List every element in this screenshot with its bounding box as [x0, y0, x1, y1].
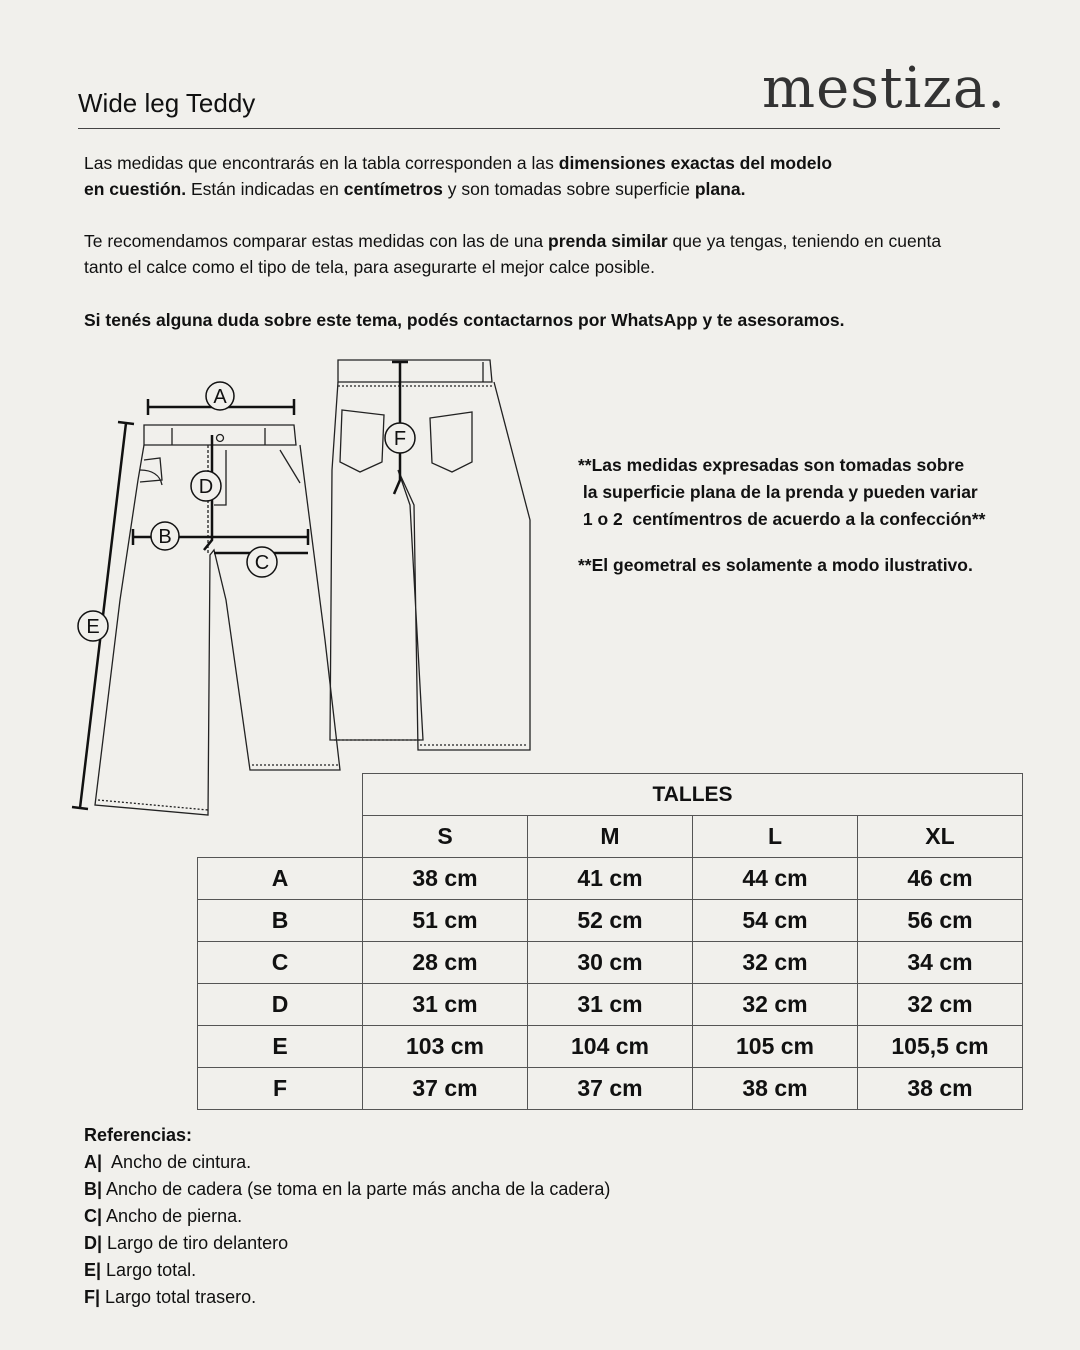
- row-label: F: [198, 1068, 363, 1110]
- reference-key: F|: [84, 1287, 101, 1307]
- measurement-cell: 31 cm: [528, 984, 693, 1026]
- measurement-cell: 28 cm: [363, 942, 528, 984]
- intro-paragraph-1: [84, 150, 1044, 202]
- label-D-marker: [191, 471, 221, 501]
- reference-text: Largo de tiro delantero: [102, 1233, 289, 1253]
- measurement-cell: 38 cm: [363, 858, 528, 900]
- intro-text-run: en cuestión.: [84, 179, 187, 199]
- measurement-cell: 103 cm: [363, 1026, 528, 1068]
- measurement-cell: 52 cm: [528, 900, 693, 942]
- intro-text-run: Las medidas que encontrarás en la tabla corresponden a las: [84, 153, 559, 173]
- intro-text-run: tanto el calce como el tipo de tela, para asegurarte el mejor calce posible.: [84, 257, 656, 277]
- reference-text: Largo total trasero.: [100, 1287, 257, 1307]
- reference-key: C|: [84, 1206, 103, 1226]
- row-label: B: [198, 900, 363, 942]
- measurement-cell: 105,5 cm: [858, 1026, 1023, 1068]
- note-line: la superficie plana de la prenda y pueden variar: [578, 482, 978, 502]
- note-illustrative: **El geometral es solamente a modo ilustrativo.: [578, 555, 973, 575]
- label-C: C: [254, 552, 270, 574]
- reference-item: [84, 1203, 610, 1230]
- size-header: M: [528, 816, 693, 858]
- measurement-cell: 32 cm: [693, 984, 858, 1026]
- back-view-drawing: [330, 360, 530, 750]
- row-label: E: [198, 1026, 363, 1068]
- reference-item: [84, 1176, 610, 1203]
- note-line: **Las medidas expresadas son tomadas sobre: [578, 455, 965, 475]
- measurement-cell: 104 cm: [528, 1026, 693, 1068]
- label-B: B: [158, 526, 172, 548]
- table-row: [198, 858, 1023, 900]
- measurement-cell: 37 cm: [363, 1068, 528, 1110]
- label-F-marker: [385, 423, 415, 453]
- label-A: A: [213, 386, 227, 408]
- garment-diagram: [0, 350, 560, 820]
- reference-item: [84, 1230, 610, 1257]
- reference-item: [84, 1149, 610, 1176]
- measurement-cell: 46 cm: [858, 858, 1023, 900]
- intro-text-run: Están indicadas en: [186, 179, 344, 199]
- header-divider: [78, 128, 1000, 129]
- measurement-cell: 41 cm: [528, 858, 693, 900]
- reference-text: Ancho de pierna.: [102, 1206, 243, 1226]
- measurement-cell: 32 cm: [858, 984, 1023, 1026]
- measurement-cell: 54 cm: [693, 900, 858, 942]
- reference-text: Ancho de cadera (se toma en la parte más ancha de la cadera): [102, 1179, 611, 1199]
- measurement-cell: 30 cm: [528, 942, 693, 984]
- measurement-cell: 37 cm: [528, 1068, 693, 1110]
- references: [84, 1122, 610, 1311]
- row-label: A: [198, 858, 363, 900]
- label-E: E: [86, 616, 100, 638]
- intro-text-run: dimensiones exactas del modelo: [558, 153, 833, 173]
- intro-text-run: prenda similar: [548, 231, 668, 251]
- reference-key: A|: [84, 1152, 103, 1172]
- size-header: L: [693, 816, 858, 858]
- label-C-marker: [247, 547, 277, 577]
- product-title: Wide leg Teddy: [78, 88, 256, 118]
- measurement-cell: 38 cm: [858, 1068, 1023, 1110]
- measurement-cell: 38 cm: [693, 1068, 858, 1110]
- measurement-cell: 56 cm: [858, 900, 1023, 942]
- measurement-cell: 105 cm: [693, 1026, 858, 1068]
- reference-text: Ancho de cintura.: [102, 1152, 252, 1172]
- reference-text: Largo total.: [101, 1260, 197, 1280]
- table-row: [198, 1068, 1023, 1110]
- measurement-cell: 44 cm: [693, 858, 858, 900]
- size-header: XL: [858, 816, 1023, 858]
- label-D: D: [198, 476, 214, 498]
- label-A-marker: [206, 382, 234, 410]
- measurement-notes: [578, 452, 986, 579]
- note-line: 1 o 2 centímentros de acuerdo a la confección**: [578, 509, 986, 529]
- table-row: [198, 984, 1023, 1026]
- reference-item: [84, 1284, 610, 1311]
- brand-logo: mestiza.: [762, 56, 1007, 121]
- row-label: C: [198, 942, 363, 984]
- reference-key: D|: [84, 1233, 103, 1253]
- label-E-marker: [78, 611, 108, 641]
- measurement-cell: 32 cm: [693, 942, 858, 984]
- reference-key: E|: [84, 1260, 102, 1280]
- label-B-marker: [151, 522, 179, 550]
- table-caption: TALLES: [363, 774, 1023, 816]
- table-row: [198, 1026, 1023, 1068]
- measurement-cell: 51 cm: [363, 900, 528, 942]
- label-F: F: [393, 428, 407, 450]
- size-table: [197, 773, 1023, 1110]
- intro-text-run: plana.: [694, 179, 746, 199]
- intro-text-run: Te recomendamos comparar estas medidas con las de una: [84, 231, 548, 251]
- size-header: S: [363, 816, 528, 858]
- reference-key: B|: [84, 1179, 103, 1199]
- measurement-cell: 31 cm: [363, 984, 528, 1026]
- reference-item: [84, 1257, 610, 1284]
- table-row: [198, 900, 1023, 942]
- intro-paragraph-2: [84, 228, 1044, 280]
- table-row: [198, 942, 1023, 984]
- intro-text-run: y son tomadas sobre superficie: [442, 179, 695, 199]
- intro-text-run: que ya tengas, teniendo en cuenta: [667, 231, 942, 251]
- measurement-cell: 34 cm: [858, 942, 1023, 984]
- references-title: Referencias:: [84, 1125, 193, 1145]
- intro-paragraph-3: Si tenés alguna duda sobre este tema, podés contactarnos por WhatsApp y te asesoramos.: [84, 310, 845, 330]
- intro-text-run: centímetros: [343, 179, 443, 199]
- row-label: D: [198, 984, 363, 1026]
